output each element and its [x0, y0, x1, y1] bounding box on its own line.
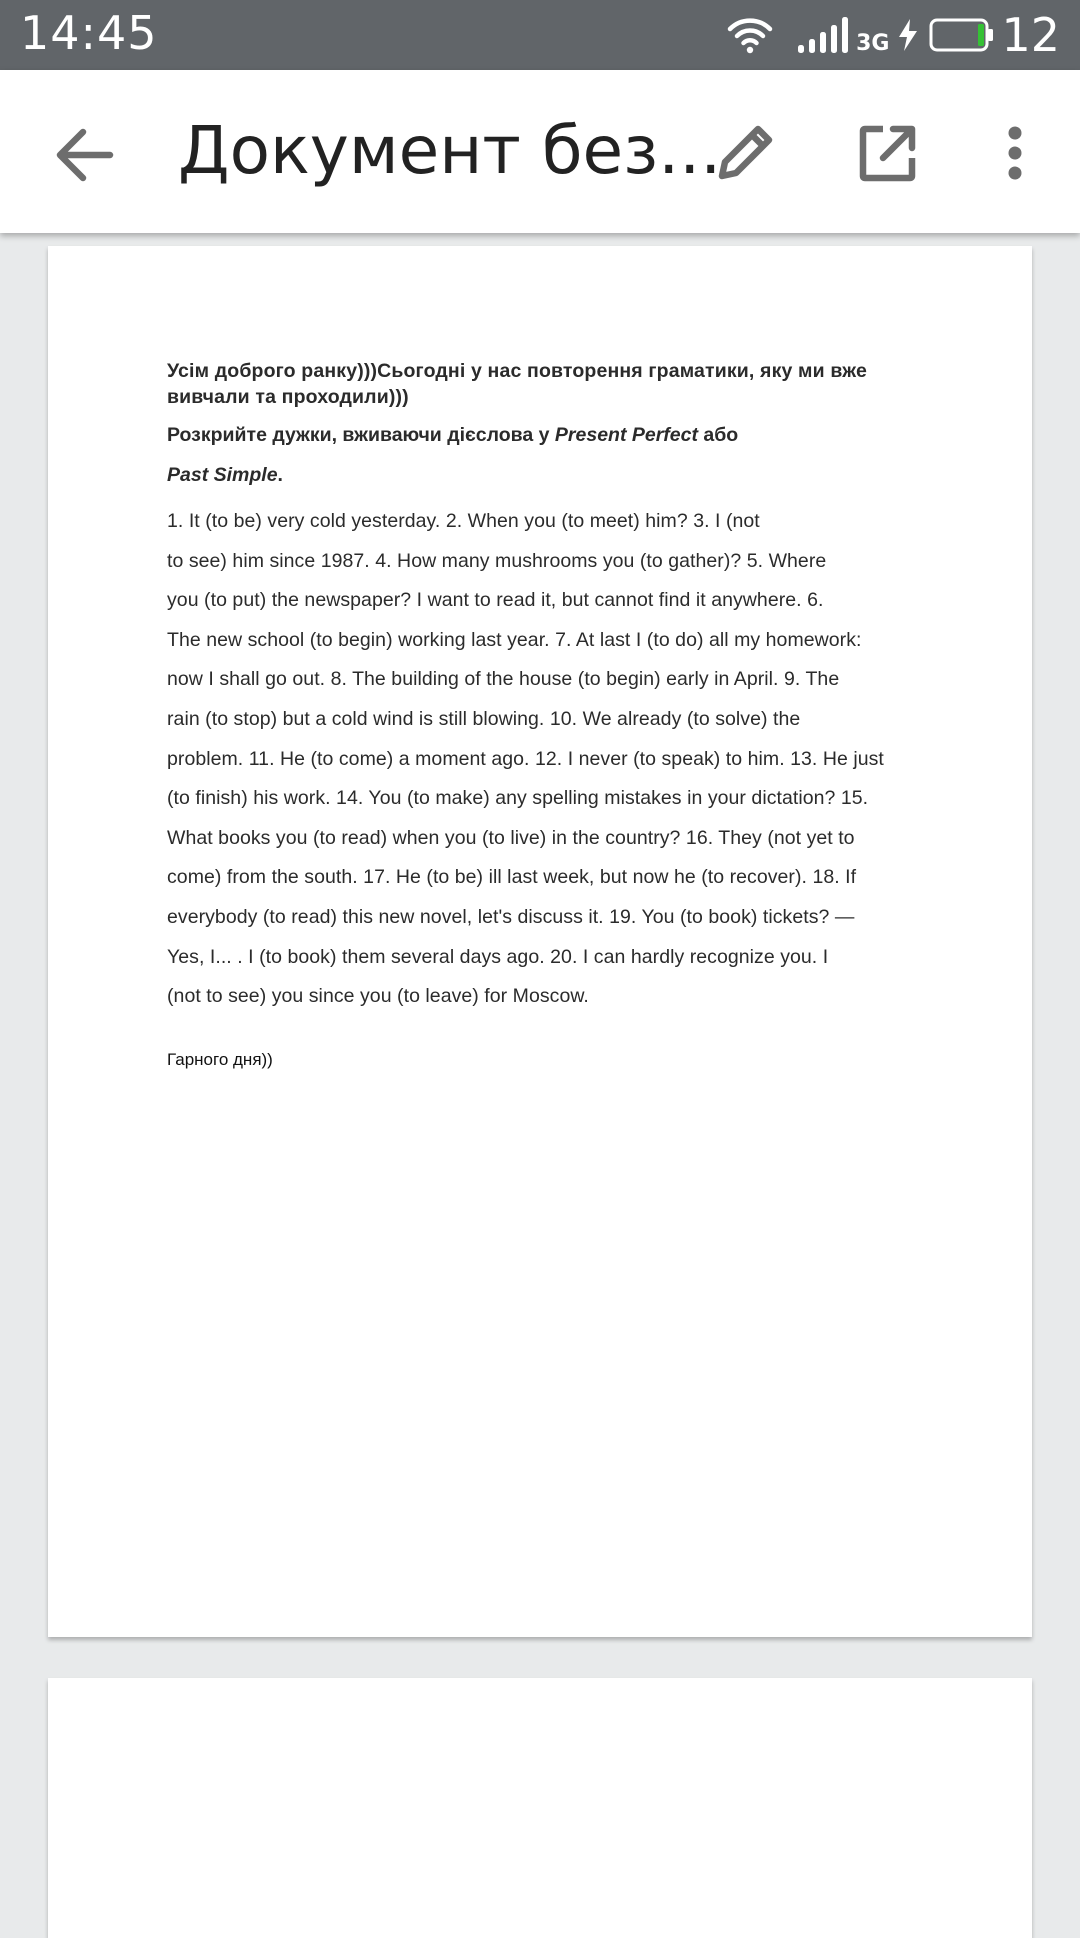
app-toolbar [0, 70, 1080, 233]
exercise-line: The new school (to begin) working last year. 7. At last I (to do) all my homework: [167, 628, 862, 651]
network-type-label: 3G [856, 30, 890, 56]
exercise-line: 1. It (to be) very cold yesterday. 2. When you (to meet) him? 3. I (not [167, 510, 760, 532]
charging-icon [897, 18, 919, 52]
task-instruction [167, 422, 927, 448]
pencil-icon [714, 122, 776, 184]
battery-icon [929, 18, 995, 52]
task-mid: або [697, 424, 739, 446]
open-external-icon [859, 124, 917, 182]
exercise-line: everybody (to read) this new novel, let's discuss it. 19. You (to book) tickets? — [167, 905, 855, 928]
document-body [167, 358, 927, 1070]
open-external-button[interactable] [843, 108, 933, 198]
more-vert-icon [1007, 126, 1023, 180]
document-title: Документ без... [178, 112, 722, 189]
exercise-line: now I shall go out. 8. The building of the house (to begin) early in April. 9. The [167, 668, 840, 691]
exercise-line: (not to see) you since you (to leave) for Moscow. [167, 985, 589, 1008]
task-end: . [277, 464, 283, 486]
signal-icon [796, 15, 854, 55]
document-page-2 [48, 1678, 1032, 1938]
task-instruction-continued [167, 462, 927, 488]
task-prefix: Розкрийте дужки, вживаючи дієслова у [167, 424, 555, 446]
intro-paragraph: Усім доброго ранку)))Сьогодні у нас повторення граматики, яку ми вже вивчали та проходили))) [167, 360, 867, 408]
status-icons [726, 0, 1080, 70]
exercise-line: to see) him since 1987. 4. How many mushrooms you (to gather)? 5. Where [167, 549, 827, 572]
status-time: 14:45 [20, 6, 158, 60]
more-options-button[interactable] [985, 108, 1045, 198]
closing-line: Гарного дня)) [167, 1049, 273, 1069]
exercise-line: you (to put) the newspaper? I want to read it, but cannot find it anywhere. 6. [167, 589, 824, 612]
exercise-line: come) from the south. 17. He (to be) ill last week, but now he (to recover). 18. If [167, 866, 857, 889]
exercise-line: What books you (to read) when you (to live) in the country? 16. They (not yet to [167, 826, 855, 849]
exercise-line: rain (to stop) but a cold wind is still blowing. 10. We already (to solve) the [167, 707, 801, 730]
wifi-icon [726, 15, 774, 55]
status-bar [0, 0, 1080, 70]
exercise-line: Yes, I... . I (to book) them several days ago. 20. I can hardly recognize you. I [167, 945, 829, 968]
exercise-line: problem. 11. He (to come) a moment ago. 12. I never (to speak) to him. 13. He just [167, 747, 884, 770]
tense-past-simple: Past Simple [167, 464, 278, 486]
battery-level: 12 [1001, 8, 1060, 62]
edit-button[interactable] [700, 108, 790, 198]
exercise-line: (to finish) his work. 14. You (to make) any spelling mistakes in your dictation? 15. [167, 787, 869, 810]
document-page [48, 246, 1032, 1637]
back-arrow-icon [56, 128, 114, 182]
exercise-paragraph [167, 502, 927, 1017]
tense-present-perfect: Present Perfect [554, 424, 698, 446]
back-button[interactable] [40, 110, 130, 200]
